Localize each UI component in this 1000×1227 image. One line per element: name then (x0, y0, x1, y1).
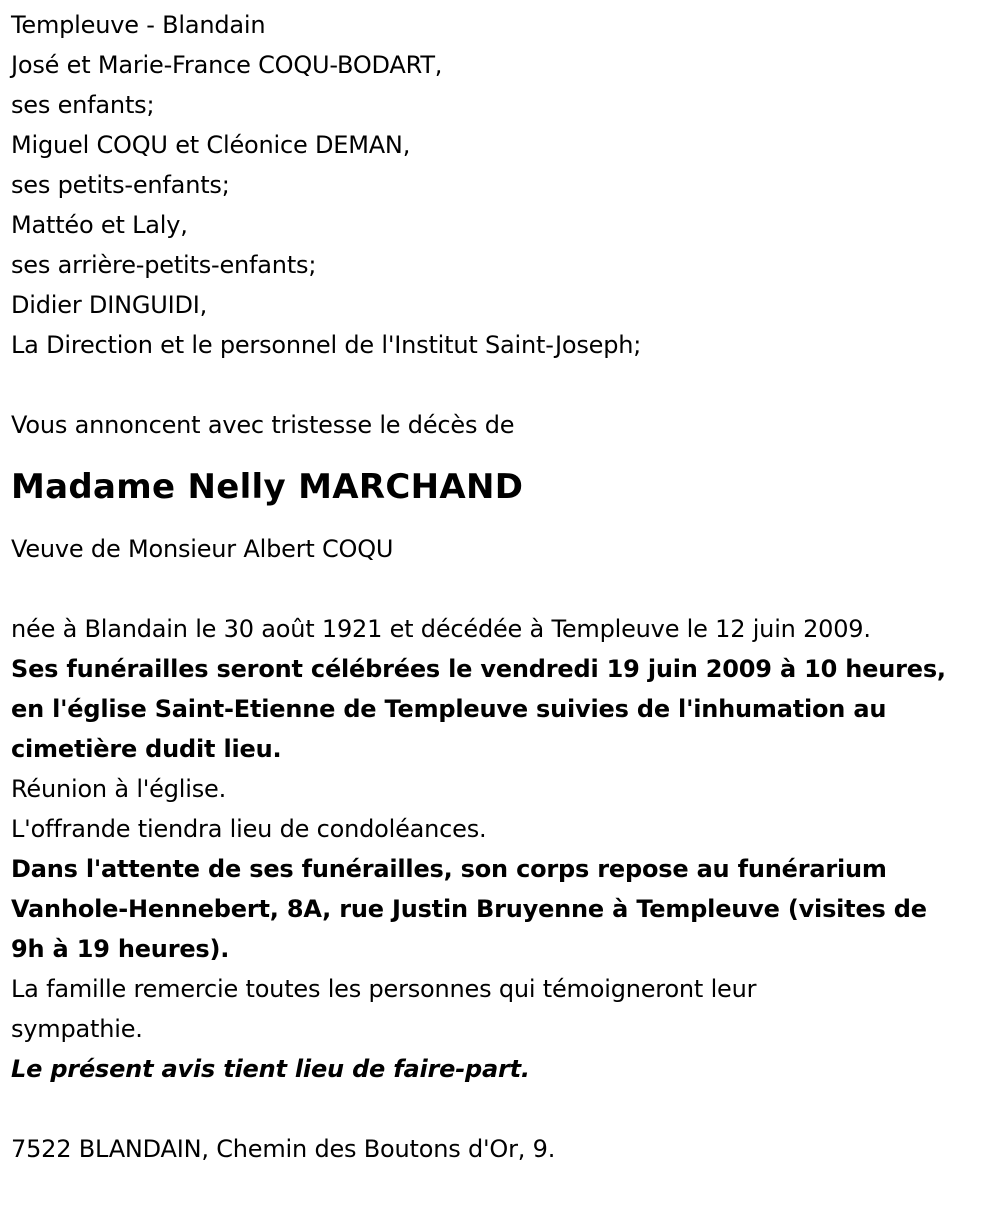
widow-of-text: Veuve de Monsieur Albert COQU (11, 535, 394, 563)
offering-text: L'offrande tiendra lieu de condoléances. (11, 815, 487, 843)
location-line: Templeuve - Blandain (11, 11, 266, 39)
funeral-line: en l'église Saint-Etienne de Templeuve suivies de l'inhumation au (11, 695, 887, 723)
family-member-line: Didier DINGUIDI, (11, 291, 208, 319)
address-text: 7522 BLANDAIN, Chemin des Boutons d'Or, 9. (11, 1135, 556, 1163)
family-list (11, 5, 1000, 365)
meeting-text: Réunion à l'église. (11, 775, 227, 803)
birth-death-text: née à Blandain le 30 août 1921 et décédée à Templeuve le 12 juin 2009. (11, 615, 871, 643)
spacer (11, 365, 1000, 405)
family-member-line: Mattéo et Laly, (11, 211, 188, 239)
funeral-line: Ses funérailles seront célébrées le vendredi 19 juin 2009 à 10 heures, (11, 655, 946, 683)
thanks-line: La famille remercie toutes les personnes qui témoigneront leur (11, 975, 757, 1003)
closing-text: Le présent avis tient lieu de faire-part. (11, 1055, 530, 1083)
thanks-line: sympathie. (11, 1015, 143, 1043)
deceased-name: Madame Nelly MARCHAND (11, 467, 524, 507)
funerarium-line: Dans l'attente de ses funérailles, son corps repose au funérarium (11, 855, 887, 883)
relation-line: ses petits-enfants; (11, 171, 230, 199)
family-member-line: Miguel COQU et Cléonice DEMAN, (11, 131, 411, 159)
institution-line: La Direction et le personnel de l'Institut Saint-Joseph; (11, 331, 642, 359)
funerarium-line: Vanhole-Hennebert, 8A, rue Justin Bruyenne à Templeuve (visites de (11, 895, 927, 923)
spacer (11, 569, 1000, 609)
funerarium-details (11, 849, 1000, 969)
funerarium-line: 9h à 19 heures). (11, 935, 230, 963)
funeral-line: cimetière dudit lieu. (11, 735, 282, 763)
relation-line: ses enfants; (11, 91, 155, 119)
funeral-details (11, 649, 1000, 769)
spacer (11, 1089, 1000, 1129)
family-member-line: José et Marie-France COQU-BODART, (11, 51, 443, 79)
relation-line: ses arrière-petits-enfants; (11, 251, 317, 279)
announcement-text: Vous annoncent avec tristesse le décès de (11, 411, 515, 439)
